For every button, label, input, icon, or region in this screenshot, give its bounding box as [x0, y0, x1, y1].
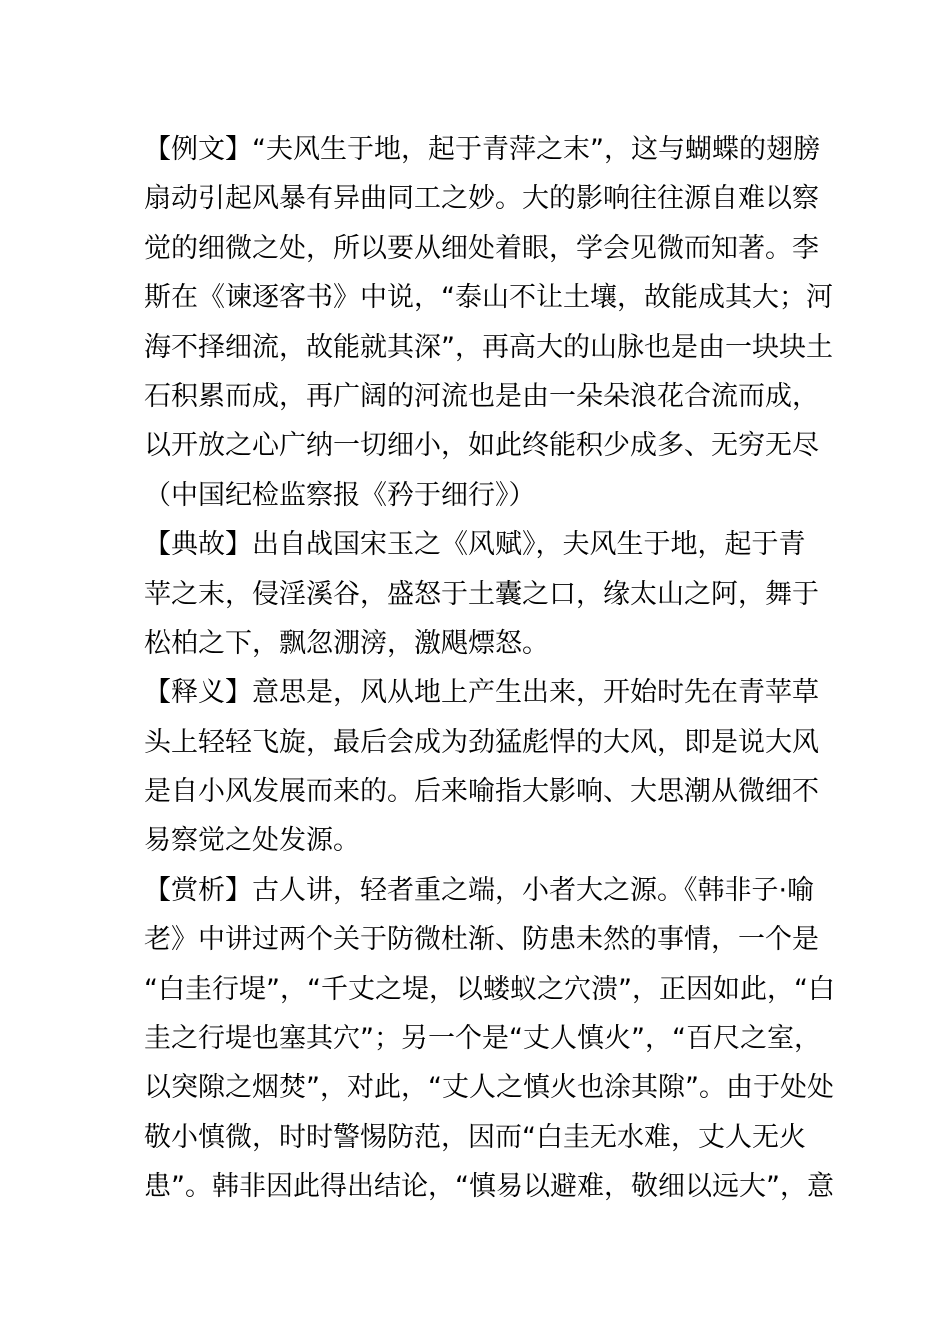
text-line: 【典故】出自战国宋玉之《风赋》，夫风生于地，起于青 — [144, 529, 806, 561]
text-line: 觉的细微之处，所以要从细处着眼，学会见微而知著。李 — [144, 232, 819, 264]
text-line: 扇动引起风暴有异曲同工之妙。大的影响往往源自难以察 — [144, 183, 819, 215]
text-line: 以突隙之烟焚”，对此，“丈人之慎火也涂其隙”。由于处处 — [144, 1072, 834, 1104]
text-line: 斯在《谏逐客书》中说，“泰山不让土壤，故能成其大；河 — [144, 282, 833, 314]
source-citation: （中国纪检监察报《矜于细行》） — [144, 479, 536, 511]
text-line: 老》中讲过两个关于防微杜渐、防患未然的事情，一个是 — [144, 924, 819, 956]
text-line: 苹之末，侵淫溪谷，盛怒于土囊之口，缘太山之阿，舞于 — [144, 578, 819, 610]
text-line: 易察觉之处发源。 — [144, 825, 360, 857]
text-line: 海不择细流，故能就其深”，再高大的山脉也是由一块块土 — [144, 331, 833, 363]
text-line: 【赏析】古人讲，轻者重之端，小者大之源。《韩非子·喻 — [144, 874, 815, 906]
text-line: 松柏之下，飘忽淜滂，激飓熛怒。 — [144, 627, 549, 659]
text-line: “白圭行堤”，“千丈之堤，以蝼蚁之穴溃”，正因如此，“白 — [144, 973, 835, 1005]
text-line: 【例文】“夫风生于地，起于青萍之末”，这与蝴蝶的翅膀 — [144, 134, 820, 165]
text-line: 患”。韩非因此得出结论，“慎易以避难，敬细以远大”，意 — [144, 1171, 834, 1203]
text-line: 头上轻轻飞旋，最后会成为劲猛彪悍的大风，即是说大风 — [144, 726, 819, 758]
text-line: 【释义】意思是，风从地上产生出来，开始时先在青苹草 — [144, 677, 819, 709]
text-line: 圭之行堤也塞其穴”；另一个是“丈人慎火”，“百尺之室， — [144, 1023, 821, 1055]
text-line: 以开放之心广纳一切细小，如此终能积少成多、无穷无尽 — [144, 430, 819, 462]
article-text — [144, 125, 835, 1212]
text-line: 石积累而成，再广阔的河流也是由一朵朵浪花合流而成， — [144, 380, 819, 412]
text-line: 敬小慎微，时时警惕防范，因而“白圭无水难，丈人无火 — [144, 1121, 806, 1153]
text-line: 是自小风发展而来的。后来喻指大影响、大思潮从微细不 — [144, 776, 819, 808]
